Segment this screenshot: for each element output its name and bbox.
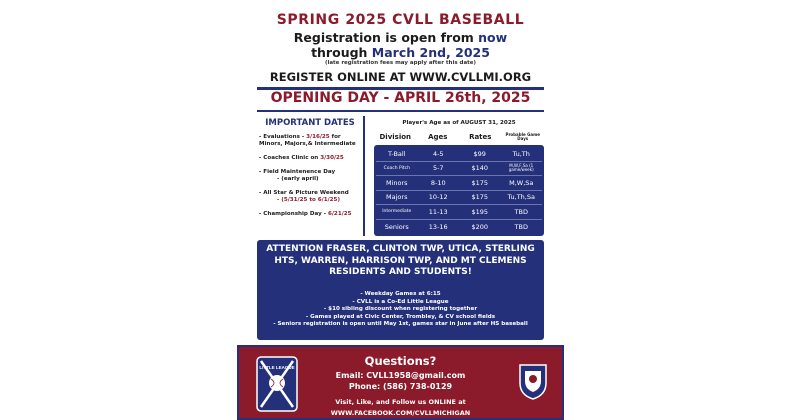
attention-list [263,291,538,329]
flyer-title: SPRING 2025 CVLL BASEBALL [276,12,525,28]
list-item: - Seniors registration is open until May 1st, games star in June after HS baseball [273,321,528,328]
division-table [374,130,544,236]
date-item: - Coaches Clinic on 3/30/25 [259,154,344,161]
flyer [237,0,564,420]
contact-footer [237,345,564,420]
little-league-shield-icon [516,361,550,401]
important-dates [257,116,365,236]
registration-line-2: through March 2nd, 2025 [311,45,490,60]
list-item: - Games played at Civic Center, Trombley, & CV school fields [305,313,496,320]
register-online-link[interactable]: REGISTER ONLINE AT WWW.CVLLMI.ORG [269,70,532,84]
date-item: - Evaluations - 3/16/25 for Minors, Majors,& Intermediate [259,134,356,147]
table-body [374,145,544,236]
col-ages: Ages [428,133,448,141]
late-fee-note: (late registration fees may apply after this date) [324,60,477,66]
table-row: T-Ball 4-5 $99 Tu,Th [376,147,542,162]
table-header [374,130,544,144]
list-item: - Weekday Games at 6:15 [360,291,441,298]
important-dates-title: IMPORTANT DATES [265,118,355,128]
date-item: - Field Maintenence Day - (early april) [259,168,336,182]
attention-title: ATTENTION FRASER, CLINTON TWP, UTICA, STERLING HTS, WARREN, HARRISON TWP, AND MT CLEMENS RESIDENTS AND STUDENTS! [266,244,535,278]
logo-text: LITTLE LEAGUE [259,365,295,370]
table-row: Coach Pitch 5-7 $140 M,W,F,Sa (1 game/week) [376,162,542,177]
table-row: Seniors 13-16 $200 TBD [384,222,528,231]
date-item: - All Star & Picture Weekend - (5/31/25 to 6/1/25) [259,189,349,203]
table-row: Minors 8-10 $175 M,W,Sa [376,176,542,191]
age-cutoff-heading: Player's Age as of AUGUST 31, 2025 [402,120,516,126]
col-division: Division [379,133,412,141]
divider-bottom [257,110,544,112]
registration-line-1: Registration is open from now [293,30,508,45]
contact-email[interactable]: Email: CVLL1958@gmail.com [335,371,466,380]
facebook-link[interactable]: WWW.FACEBOOK.COM/CVLLMICHIGAN [330,409,471,417]
questions-title: Questions? [364,354,437,368]
date-item: - Championship Day - 6/21/25 [259,210,352,217]
opening-day: OPENING DAY - APRIL 26th, 2025 [270,90,531,106]
list-item: - CVLL is a Co-Ed Little League [352,298,449,305]
follow-note: Visit, Like, and Follow us ONLINE at [335,398,466,406]
col-rates: Rates [469,133,492,141]
attention-box [257,240,544,340]
list-item: - $10 sibling discount when registering together [323,306,478,313]
table-row: Intermediate 11-13 $195 TBD [376,205,542,220]
contact-phone[interactable]: Phone: (586) 738-0129 [348,382,453,391]
table-row: Majors 10-12 $175 Tu,Th,Sa [376,191,542,206]
col-game-days: Probable Game Days [505,131,540,141]
